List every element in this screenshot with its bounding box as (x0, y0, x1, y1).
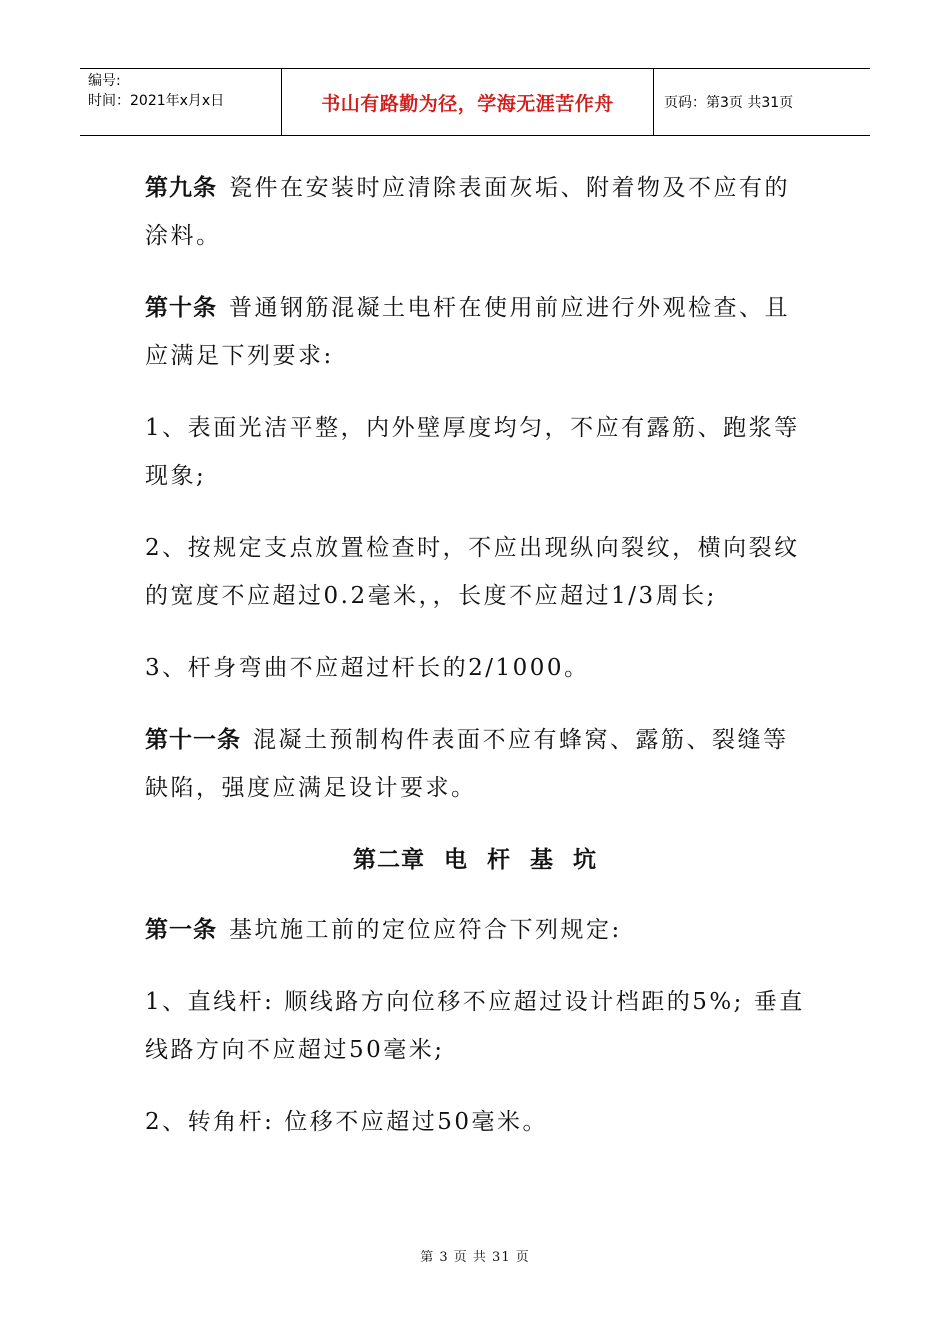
list-item-text: 2、按规定支点放置检查时，不应出现纵向裂纹，横向裂纹的宽度不应超过0.2毫米，，长度不应超过1/3周长; (145, 535, 800, 609)
article-11 (145, 716, 805, 812)
list-item-text: 1、直线杆: 顺线路方向位移不应超过设计档距的5%; 垂直线路方向不应超过50毫米; (145, 989, 805, 1063)
article-9 (145, 164, 805, 260)
list-item-2 (145, 1098, 805, 1146)
article-text: 瓷件在安装时应清除表面灰垢、附着物及不应有的涂料。 (145, 175, 790, 249)
list-item-2 (145, 524, 805, 620)
article-1 (145, 906, 805, 954)
article-10 (145, 284, 805, 380)
document-date: 时间：2021年x月x日 (88, 93, 225, 109)
article-heading: 第一条 (145, 917, 217, 943)
header-meta (80, 69, 282, 135)
article-text: 普通钢筋混凝土电杆在使用前应进行外观检查、且应满足下列要求: (145, 295, 790, 369)
list-item-text: 3、杆身弯曲不应超过杆长的2/1000。 (145, 655, 590, 681)
document-number-label: 编号: (88, 73, 121, 89)
header-motto: 书山有路勤为径，学海无涯苦作舟 (282, 69, 654, 135)
list-item-text: 1、表面光洁平整，内外壁厚度均匀，不应有露筋、跑浆等现象; (145, 415, 800, 489)
document-body (145, 164, 805, 1170)
page-header (80, 68, 870, 136)
article-text: 基坑施工前的定位应符合下列规定: (229, 917, 622, 943)
header-page-info: 页码：第3页 共31页 (664, 95, 794, 111)
article-heading: 第十条 (145, 295, 217, 321)
chapter-title: 第二章 电 杆 基 坑 (352, 847, 598, 873)
article-heading: 第十一条 (145, 727, 241, 753)
article-heading: 第九条 (145, 175, 217, 201)
article-text: 混凝土预制构件表面不应有蜂窝、露筋、裂缝等缺陷，强度应满足设计要求。 (145, 727, 789, 801)
page-footer: 第 3 页 共 31 页 (420, 1250, 530, 1265)
list-item-1 (145, 404, 805, 500)
list-item-1 (145, 978, 805, 1074)
list-item-text: 2、转角杆: 位移不应超过50毫米。 (145, 1109, 548, 1135)
list-item-3 (145, 644, 805, 692)
